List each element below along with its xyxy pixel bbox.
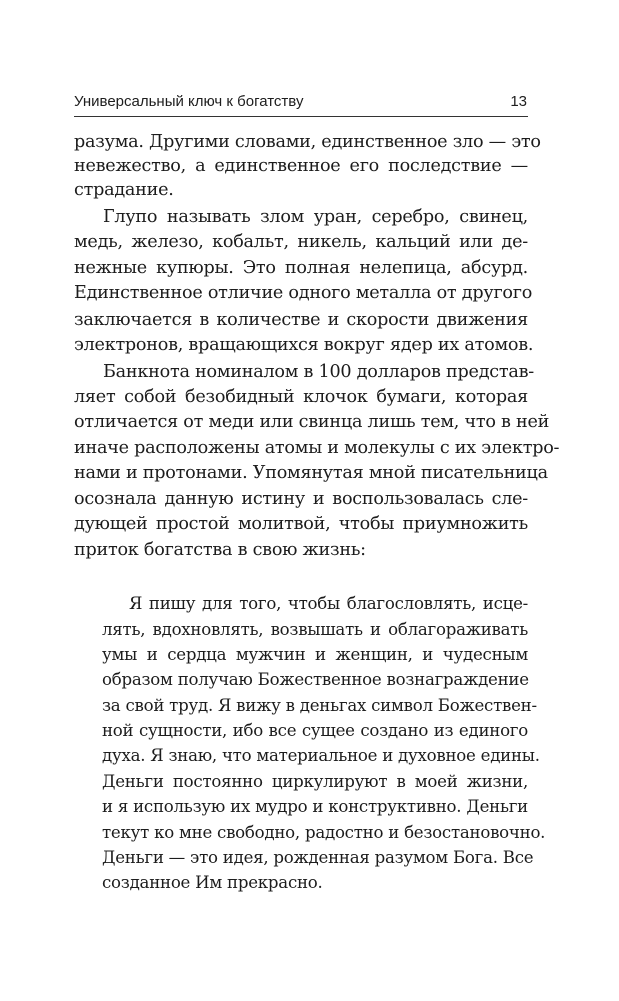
- body-line: заключается в количестве и скорости движения: [74, 310, 528, 330]
- body-line: иначе расположены атомы и молекулы с их электро-: [74, 438, 560, 458]
- book-title: Универсальный ключ к богатству: [74, 93, 304, 110]
- quote-line: Деньги постоянно циркулируют в моей жизни,: [102, 772, 528, 791]
- quote-line: ной сущности, ибо все сущее создано из единого: [102, 721, 528, 740]
- body-line: Банкнота номиналом в 100 долларов представ-: [103, 362, 534, 382]
- quote-line: образом получаю Божественное вознаграждение: [102, 670, 529, 689]
- body-line: невежество, а единственное его последствие —: [74, 156, 528, 176]
- quote-line: духа. Я знаю, что материальное и духовное едины.: [102, 746, 540, 765]
- quote-line: умы и сердца мужчин и женщин, и чудесным: [102, 645, 528, 664]
- body-line: Глупо называть злом уран, серебро, свинец,: [103, 207, 528, 227]
- body-line: отличается от меди или свинца лишь тем, что в ней: [74, 412, 550, 432]
- quote-line: Я пишу для того, чтобы благословлять, исце-: [129, 594, 528, 613]
- running-header: [74, 90, 528, 117]
- body-line: разума. Другими словами, единственное зло — это: [74, 132, 541, 152]
- body-line: осознала данную истину и воспользовалась сле-: [74, 489, 528, 509]
- body-line: нежные купюры. Это полная нелепица, абсурд.: [74, 258, 528, 278]
- quote-line: Деньги — это идея, рожденная разумом Бога. Все: [102, 848, 534, 867]
- body-line: медь, железо, кобальт, никель, кальций или де-: [74, 232, 528, 252]
- quote-line: лять, вдохновлять, возвышать и облагораживать: [102, 620, 528, 639]
- body-line: приток богатства в свою жизнь:: [74, 540, 366, 560]
- body-line: нами и протонами. Упомянутая мной писательница: [74, 463, 548, 483]
- body-line: страдание.: [74, 180, 174, 200]
- body-line: ляет собой безобидный клочок бумаги, которая: [74, 387, 528, 407]
- body-line: электронов, вращающихся вокруг ядер их атомов.: [74, 335, 534, 355]
- quote-line: и я использую их мудро и конструктивно. Деньги: [102, 797, 528, 816]
- quote-line: созданное Им прекрасно.: [102, 873, 323, 892]
- body-line: дующей простой молитвой, чтобы приумножить: [74, 514, 528, 534]
- quote-line: за свой труд. Я вижу в деньгах символ Божествен-: [102, 696, 537, 715]
- quote-line: текут ко мне свободно, радостно и безостановочно.: [102, 823, 546, 842]
- page-number: 13: [510, 93, 527, 110]
- body-line: Единственное отличие одного металла от другого: [74, 283, 533, 303]
